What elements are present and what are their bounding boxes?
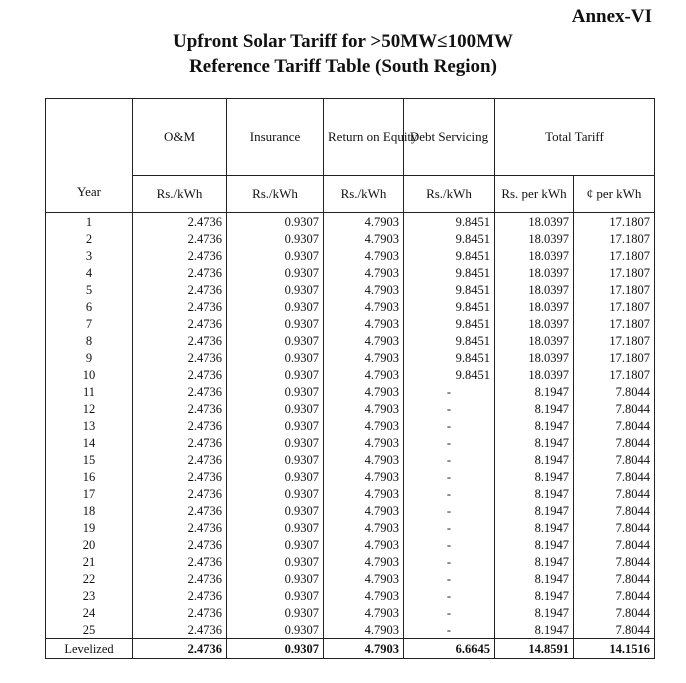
cell-insurance: 0.9307 [227,417,324,434]
cell-total-rs: 8.1947 [495,417,574,434]
cell-insurance: 0.9307 [227,468,324,485]
cell-year: 11 [46,383,133,400]
cell-total-cents: 17.1807 [574,298,655,315]
cell-year: 4 [46,264,133,281]
page-subtitle: Reference Tariff Table (South Region) [189,56,497,77]
cell-total-cents: 17.1807 [574,315,655,332]
cell-total-rs: 8.1947 [495,383,574,400]
cell-insurance: 0.9307 [227,332,324,349]
cell-roe: 4.7903 [324,230,404,247]
cell-total-rs: 18.0397 [495,230,574,247]
cell-total-rs: 8.1947 [495,502,574,519]
cell-debt: - [404,468,495,485]
cell-insurance: 0.9307 [227,315,324,332]
cell-year: 2 [46,230,133,247]
cell-year: 7 [46,315,133,332]
cell-debt: 9.8451 [404,366,495,383]
cell-om: 2.4736 [133,349,227,366]
cell-roe: 4.7903 [324,468,404,485]
header-return-on-equity: Return on Equity [324,99,404,176]
cell-year: 17 [46,485,133,502]
cell-year: 24 [46,604,133,621]
cell-insurance: 0.9307 [227,349,324,366]
cell-roe: 4.7903 [324,332,404,349]
cell-total-cents: 7.8044 [574,621,655,639]
table-row [46,417,655,434]
levelized-total-cents: 14.1516 [574,639,655,659]
cell-debt: - [404,570,495,587]
cell-year: 5 [46,281,133,298]
cell-year: 16 [46,468,133,485]
cell-om: 2.4736 [133,383,227,400]
cell-roe: 4.7903 [324,213,404,231]
cell-total-rs: 18.0397 [495,247,574,264]
table-row [46,519,655,536]
cell-debt: - [404,417,495,434]
cell-insurance: 0.9307 [227,247,324,264]
table-row [46,536,655,553]
cell-year: 18 [46,502,133,519]
cell-insurance: 0.9307 [227,621,324,639]
cell-om: 2.4736 [133,468,227,485]
cell-total-cents: 7.8044 [574,587,655,604]
cell-total-cents: 7.8044 [574,502,655,519]
cell-total-cents: 7.8044 [574,485,655,502]
table-row [46,400,655,417]
cell-roe: 4.7903 [324,587,404,604]
cell-total-rs: 18.0397 [495,264,574,281]
cell-debt: 9.8451 [404,349,495,366]
cell-year: 21 [46,553,133,570]
cell-total-rs: 8.1947 [495,485,574,502]
cell-om: 2.4736 [133,281,227,298]
cell-om: 2.4736 [133,247,227,264]
cell-total-cents: 7.8044 [574,604,655,621]
cell-total-rs: 18.0397 [495,349,574,366]
cell-roe: 4.7903 [324,366,404,383]
cell-total-cents: 17.1807 [574,230,655,247]
cell-roe: 4.7903 [324,451,404,468]
unit-insurance: Rs./kWh [227,176,324,213]
units-row [46,176,655,213]
cell-debt: - [404,383,495,400]
cell-total-rs: 8.1947 [495,519,574,536]
table-row [46,485,655,502]
cell-debt: 9.8451 [404,230,495,247]
cell-debt: - [404,502,495,519]
cell-om: 2.4736 [133,417,227,434]
cell-total-cents: 17.1807 [574,264,655,281]
cell-debt: - [404,451,495,468]
cell-roe: 4.7903 [324,485,404,502]
cell-insurance: 0.9307 [227,587,324,604]
cell-total-rs: 18.0397 [495,213,574,231]
cell-roe: 4.7903 [324,553,404,570]
cell-om: 2.4736 [133,451,227,468]
cell-om: 2.4736 [133,553,227,570]
cell-year: 15 [46,451,133,468]
cell-total-cents: 17.1807 [574,349,655,366]
levelized-row [46,639,655,659]
cell-om: 2.4736 [133,315,227,332]
cell-om: 2.4736 [133,366,227,383]
table-row [46,451,655,468]
header-om: O&M [133,99,227,176]
cell-om: 2.4736 [133,536,227,553]
cell-roe: 4.7903 [324,315,404,332]
cell-insurance: 0.9307 [227,298,324,315]
header-row [46,99,655,176]
cell-total-cents: 7.8044 [574,417,655,434]
cell-insurance: 0.9307 [227,281,324,298]
table-row [46,264,655,281]
cell-year: 8 [46,332,133,349]
levelized-label: Levelized [46,639,133,659]
table-row [46,332,655,349]
table-row [46,383,655,400]
cell-om: 2.4736 [133,587,227,604]
cell-year: 12 [46,400,133,417]
unit-total-cents: ¢ per kWh [574,176,655,213]
cell-roe: 4.7903 [324,298,404,315]
cell-om: 2.4736 [133,485,227,502]
cell-year: 22 [46,570,133,587]
cell-om: 2.4736 [133,213,227,231]
table-row [46,230,655,247]
cell-year: 20 [46,536,133,553]
cell-debt: 9.8451 [404,264,495,281]
cell-debt: - [404,400,495,417]
cell-total-rs: 8.1947 [495,400,574,417]
cell-total-rs: 18.0397 [495,366,574,383]
cell-roe: 4.7903 [324,247,404,264]
cell-total-rs: 8.1947 [495,536,574,553]
cell-debt: 9.8451 [404,247,495,264]
cell-debt: 9.8451 [404,213,495,231]
page-title: Upfront Solar Tariff for >50MW≤100MW [172,31,514,52]
levelized-total-rs: 14.8591 [495,639,574,659]
header-year: Year [46,99,133,213]
levelized-roe: 4.7903 [324,639,404,659]
table-row [46,213,655,231]
cell-roe: 4.7903 [324,349,404,366]
cell-total-cents: 7.8044 [574,570,655,587]
cell-insurance: 0.9307 [227,604,324,621]
table-row [46,621,655,639]
cell-debt: - [404,536,495,553]
cell-om: 2.4736 [133,502,227,519]
cell-debt: 9.8451 [404,298,495,315]
unit-roe: Rs./kWh [324,176,404,213]
cell-total-cents: 7.8044 [574,451,655,468]
cell-roe: 4.7903 [324,264,404,281]
cell-total-rs: 8.1947 [495,468,574,485]
cell-om: 2.4736 [133,434,227,451]
cell-roe: 4.7903 [324,536,404,553]
cell-om: 2.4736 [133,298,227,315]
cell-total-cents: 7.8044 [574,400,655,417]
cell-roe: 4.7903 [324,502,404,519]
cell-roe: 4.7903 [324,417,404,434]
cell-total-rs: 18.0397 [495,281,574,298]
cell-total-rs: 8.1947 [495,553,574,570]
table-body [46,213,655,639]
cell-debt: - [404,621,495,639]
cell-insurance: 0.9307 [227,536,324,553]
cell-insurance: 0.9307 [227,519,324,536]
table-row [46,587,655,604]
table-row [46,315,655,332]
cell-total-cents: 7.8044 [574,383,655,400]
table-row [46,468,655,485]
table-row [46,502,655,519]
cell-year: 14 [46,434,133,451]
cell-debt: 9.8451 [404,332,495,349]
cell-total-cents: 17.1807 [574,332,655,349]
cell-insurance: 0.9307 [227,553,324,570]
cell-insurance: 0.9307 [227,230,324,247]
cell-year: 6 [46,298,133,315]
cell-debt: - [404,604,495,621]
cell-total-cents: 7.8044 [574,536,655,553]
cell-year: 10 [46,366,133,383]
cell-insurance: 0.9307 [227,485,324,502]
cell-total-rs: 8.1947 [495,587,574,604]
cell-insurance: 0.9307 [227,213,324,231]
cell-om: 2.4736 [133,332,227,349]
cell-year: 1 [46,213,133,231]
cell-year: 19 [46,519,133,536]
cell-debt: 9.8451 [404,281,495,298]
cell-debt: - [404,434,495,451]
cell-om: 2.4736 [133,604,227,621]
cell-total-rs: 18.0397 [495,298,574,315]
unit-total-rs: Rs. per kWh [495,176,574,213]
cell-insurance: 0.9307 [227,434,324,451]
cell-om: 2.4736 [133,519,227,536]
cell-om: 2.4736 [133,400,227,417]
cell-total-cents: 7.8044 [574,468,655,485]
cell-total-rs: 8.1947 [495,451,574,468]
cell-total-cents: 7.8044 [574,519,655,536]
cell-total-cents: 7.8044 [574,434,655,451]
unit-om: Rs./kWh [133,176,227,213]
cell-roe: 4.7903 [324,383,404,400]
cell-insurance: 0.9307 [227,451,324,468]
cell-total-rs: 8.1947 [495,570,574,587]
cell-roe: 4.7903 [324,434,404,451]
cell-year: 9 [46,349,133,366]
table-row [46,604,655,621]
cell-om: 2.4736 [133,621,227,639]
table-row [46,281,655,298]
cell-total-cents: 17.1807 [574,281,655,298]
cell-om: 2.4736 [133,570,227,587]
header-total-tariff: Total Tariff [495,99,655,176]
cell-year: 23 [46,587,133,604]
cell-year: 3 [46,247,133,264]
table-row [46,349,655,366]
cell-total-rs: 8.1947 [495,604,574,621]
table-row [46,434,655,451]
cell-roe: 4.7903 [324,519,404,536]
table-row [46,570,655,587]
cell-debt: - [404,587,495,604]
cell-insurance: 0.9307 [227,366,324,383]
cell-total-rs: 18.0397 [495,315,574,332]
cell-insurance: 0.9307 [227,570,324,587]
cell-om: 2.4736 [133,230,227,247]
cell-total-cents: 17.1807 [574,213,655,231]
cell-roe: 4.7903 [324,570,404,587]
cell-year: 13 [46,417,133,434]
levelized-insurance: 0.9307 [227,639,324,659]
cell-roe: 4.7903 [324,400,404,417]
cell-total-cents: 17.1807 [574,366,655,383]
annex-label: Annex-VI [571,6,652,27]
tariff-table [45,98,655,659]
cell-roe: 4.7903 [324,281,404,298]
cell-roe: 4.7903 [324,604,404,621]
cell-insurance: 0.9307 [227,264,324,281]
cell-insurance: 0.9307 [227,502,324,519]
cell-year: 25 [46,621,133,639]
levelized-om: 2.4736 [133,639,227,659]
levelized-debt: 6.6645 [404,639,495,659]
table-row [46,298,655,315]
cell-total-rs: 8.1947 [495,434,574,451]
cell-total-cents: 17.1807 [574,247,655,264]
unit-debt: Rs./kWh [404,176,495,213]
cell-total-rs: 8.1947 [495,621,574,639]
cell-roe: 4.7903 [324,621,404,639]
cell-om: 2.4736 [133,264,227,281]
header-insurance: Insurance [227,99,324,176]
table-row [46,553,655,570]
cell-total-rs: 18.0397 [495,332,574,349]
table-row [46,247,655,264]
cell-insurance: 0.9307 [227,400,324,417]
table-row [46,366,655,383]
cell-insurance: 0.9307 [227,383,324,400]
cell-debt: - [404,485,495,502]
cell-debt: - [404,519,495,536]
cell-debt: - [404,553,495,570]
header-debt-servicing: Debt Servicing [404,99,495,176]
cell-debt: 9.8451 [404,315,495,332]
cell-total-cents: 7.8044 [574,553,655,570]
